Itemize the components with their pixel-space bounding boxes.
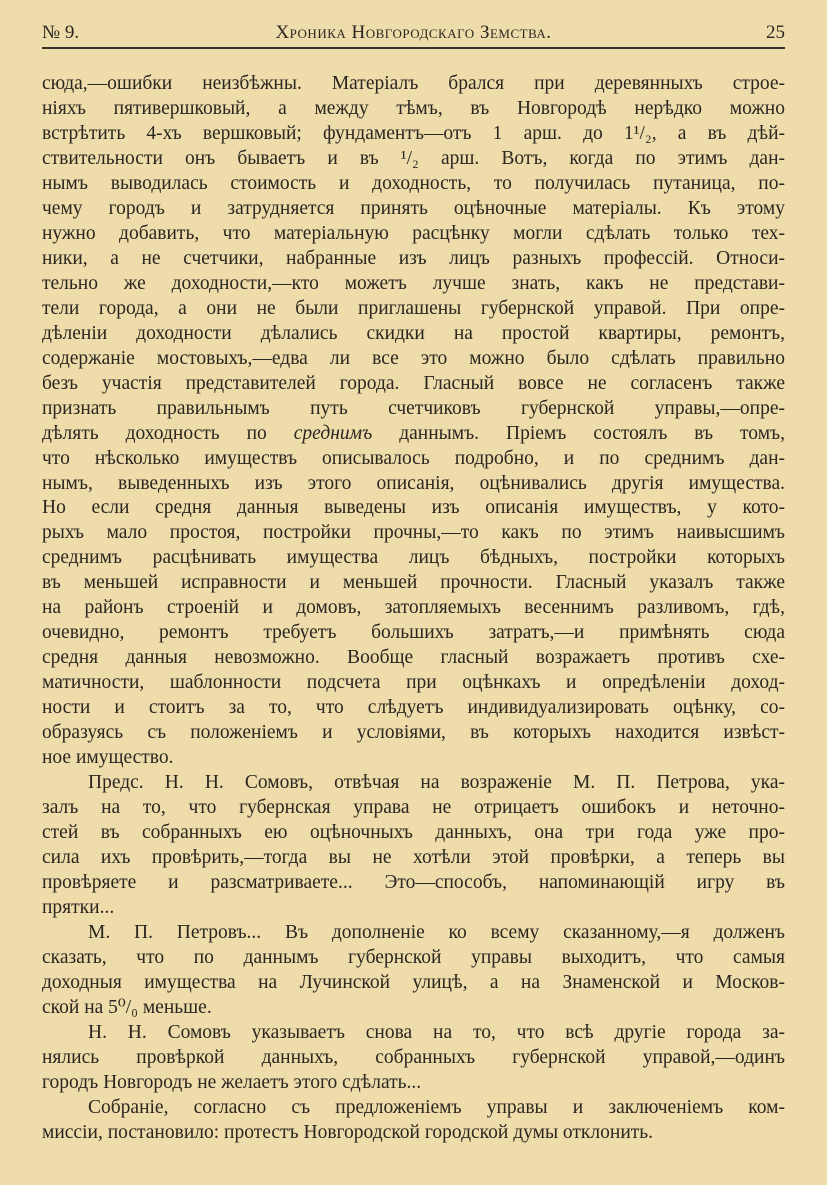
text-line: образуясь съ положеніемъ и условіями, въ которыхъ находится извѣст- <box>42 722 785 744</box>
text-line: въ меньшей исправности и меньшей прочности. Гласный указалъ также <box>42 572 785 594</box>
text-line: доходныя имущества на Лучинской улицѣ, а на Знаменской и Москов- <box>42 971 785 993</box>
text-line: средня данныя невозможно. Вообще гласный возражаетъ противъ схе- <box>42 647 785 669</box>
text-line: тели города, а они не были приглашены губернской управой. При опре- <box>42 297 785 319</box>
text-line: что нѣсколько имуществъ описывалось подробно, и по среднимъ дан- <box>42 447 785 469</box>
text-line: содержаніе мостовыхъ,—едва ли все это можно было сдѣлать правильно <box>42 347 785 369</box>
text-line: встрѣтить 4-хъ вершковый; фундаментъ—отъ 1 арш. до 1¹/₂, а въ дѣй- <box>42 122 785 144</box>
text-line: ное имущество. <box>42 747 174 769</box>
text-line: матичности, шаблонности подсчета при оцѣнкахъ и опредѣленіи доход- <box>42 672 785 694</box>
text-line: рыхъ мало простоя, постройки прочны,—то какъ по этимъ наивысшимъ <box>42 522 785 544</box>
text-line: ской на 5⁰/₀ меньше. <box>42 996 212 1018</box>
page-number: 25 <box>766 22 785 43</box>
text-line: сила ихъ провѣрить,—тогда вы не хотѣли этой провѣрки, а теперь вы <box>42 847 785 869</box>
text-line: нымъ, выведенныхъ изъ этого описанія, оцѣнивались другія имущества. <box>42 472 785 494</box>
text-line: дѣленіи доходности дѣлались скидки на простой квартиры, ремонтъ, <box>42 322 785 344</box>
text-line: признать правильнымъ путь счетчиковъ губернской управы,—опре- <box>42 397 785 419</box>
text-line: нымъ выводилась стоимость и доходность, то получилась путаница, по- <box>42 172 785 194</box>
text-line: безъ участія представителей города. Гласный вовсе не согласенъ также <box>42 372 785 394</box>
text-line: Собраніе, согласно съ предложеніемъ управы и заключеніемъ ком- <box>88 1096 785 1118</box>
text-line: ники, а не счетчики, набранные изъ лицъ разныхъ профессій. Относи- <box>42 247 785 269</box>
text-line: чему городъ и затрудняется принять оцѣночные матеріалы. Къ этому <box>42 197 785 219</box>
text-line: нялись провѣркой данныхъ, собранныхъ губернской управой,—одинъ <box>42 1046 785 1068</box>
issue-number: № 9. <box>42 22 80 43</box>
text-line: ніяхъ пятивершковый, а между тѣмъ, въ Новгородѣ нерѣдко можно <box>42 97 785 119</box>
text-segment: дѣлять доходность по <box>42 422 294 444</box>
text-line: провѣряете и разсматриваете... Это—способъ, напоминающій игру въ <box>42 872 785 893</box>
text-line: на районъ строеній и домовъ, затопляемыхъ весеннимъ разливомъ, гдѣ, <box>42 597 785 619</box>
text-line: ности и стоитъ за то, что слѣдуетъ индивидуализировать оцѣнку, со- <box>42 697 785 719</box>
text-line: М. П. Петровъ... Въ дополненіе ко всему сказанному,—я долженъ <box>88 921 785 943</box>
text-line: ствительности онъ бываетъ и въ ¹/₂ арш. Вотъ, когда по этимъ дан- <box>42 147 785 169</box>
text-line: среднимъ расцѣнивать имущества лицъ бѣдныхъ, постройки которыхъ <box>42 547 785 569</box>
text-line: Н. Н. Сомовъ указываетъ снова на то, что всѣ другіе города за- <box>88 1021 785 1043</box>
italic-word: среднимъ <box>293 422 373 444</box>
text-line: прятки... <box>42 896 115 918</box>
text-line: городъ Новгородъ не желаетъ этого сдѣлать... <box>42 1071 422 1093</box>
header-rule <box>42 47 785 49</box>
text-line: Предс. Н. Н. Сомовъ, отвѣчая на возраженіе М. П. Петрова, ука- <box>88 772 785 794</box>
text-line: миссіи, постановило: протестъ Новгородской городской думы отклонить. <box>42 1121 654 1143</box>
text-line: сказать, что по даннымъ губернской управы выходитъ, что самыя <box>42 946 785 968</box>
text-line: стей въ собранныхъ ею оцѣночныхъ данныхъ, она три года уже про- <box>42 822 785 844</box>
text-line <box>42 422 785 447</box>
running-header <box>42 18 785 46</box>
text-line: нужно добавить, что матеріальную расцѣнку могли сдѣлать только тех- <box>42 222 785 244</box>
text-line: Но если средня данныя выведены изъ описанія имуществъ, у кото- <box>42 497 785 519</box>
body-text <box>42 72 785 1146</box>
text-line: сюда,—ошибки неизбѣжны. Матеріалъ брался при деревянныхъ строе- <box>42 73 785 94</box>
text-line: тельно же доходности,—кто можетъ лучше знать, какъ не представи- <box>42 272 785 294</box>
text-line: очевидно, ремонтъ требуетъ большихъ затратъ,—и примѣнять сюда <box>42 622 785 644</box>
text-line: залъ на то, что губернская управа не отрицаетъ ошибокъ и неточно- <box>42 797 785 819</box>
journal-title: Хроника Новгородскаго Земства. <box>275 22 552 43</box>
text-segment: даннымъ. Пріемъ состоялъ въ томъ, <box>372 422 785 444</box>
